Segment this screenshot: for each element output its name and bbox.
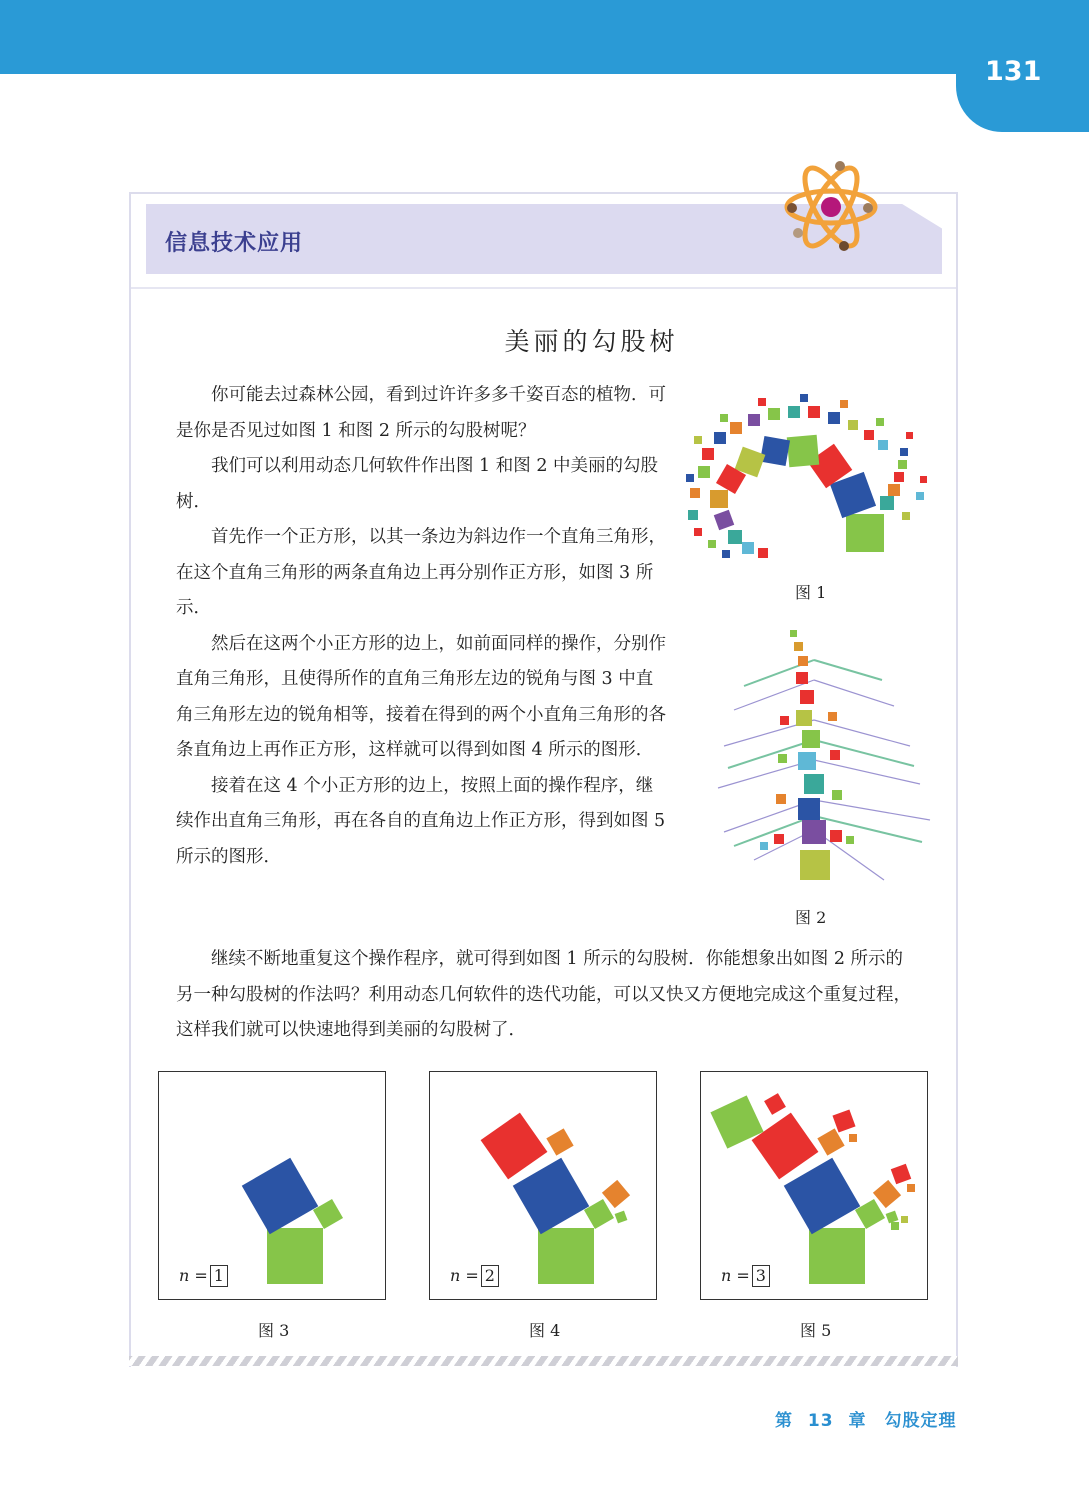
figure-5-caption: 图 5 [800,1321,832,1340]
paragraph: 首先作一个正方形，以其一条边为斜边作一个直角三角形，在这个直角三角形的两条直角边上再分别作正方形，如图 3 所示． [176,527,666,618]
iteration-label [450,1265,499,1287]
figure-3-panel [158,1071,386,1300]
paragraph: 我们可以利用动态几何软件作出图 1 和图 2 中美丽的勾股树． [176,456,659,512]
top-band [0,0,1089,74]
paragraph: 继续不断地重复这个操作程序，就可得到如图 1 所示的勾股树．你能想象出如图 2 所示的另一种勾股树的作法吗？利用动态几何软件的迭代功能，可以又快又方便地完成这个重复过程，这样我们就可以快速地得到美丽的勾股树了． [176,949,911,1040]
paragraph: 你可能去过森林公园，看到过许许多多千姿百态的植物．可是你是否见过如图 1 和图 2 所示的勾股树呢？ [176,385,666,441]
figure-1-caption: 图 1 [795,583,827,602]
n-prefix: n = [179,1266,208,1285]
n-prefix: n = [450,1266,479,1285]
iteration-label [721,1265,770,1287]
figure-4-panel [429,1071,657,1300]
n-value: 2 [481,1265,499,1287]
n-prefix: n = [721,1266,750,1285]
section-title: 信息技术应用 [165,231,304,256]
body-text-column [176,378,666,875]
iteration-label [179,1265,228,1287]
figure-3-caption: 图 3 [258,1321,290,1340]
footer-chapter: 第 13 章 勾股定理 [775,1411,957,1431]
n-value: 3 [752,1265,770,1287]
frame-bottom-stripe [129,1356,958,1366]
figure-2-caption: 图 2 [795,908,827,927]
atom-icon [782,158,880,256]
figure-5-panel [700,1071,928,1300]
header-divider [131,287,956,289]
article-title: 美丽的勾股树 [504,327,679,356]
page-number: 131 [985,56,1042,87]
figure-4-caption: 图 4 [529,1321,561,1340]
paragraph: 接着在这 4 个小正方形的边上，按照上面的操作程序，继续作出直角三角形，再在各自的直角边上作正方形，得到如图 5 所示的图形． [176,775,666,867]
n-value: 1 [210,1265,228,1287]
figure-2-pythagoras-tree [714,620,940,892]
figure-1-pythagoras-tree [680,392,944,568]
closing-text [176,942,916,1049]
paragraph: 然后在这两个小正方形的边上，如前面同样的操作，分别作直角三角形，且使得所作的直角三角形左边的锐角与图 3 中直角三角形左边的锐角相等，接着在得到的两个小直角三角形的各条直角边上再作正方形，这样就可以得到如图 4 所示的图形． [176,633,666,760]
